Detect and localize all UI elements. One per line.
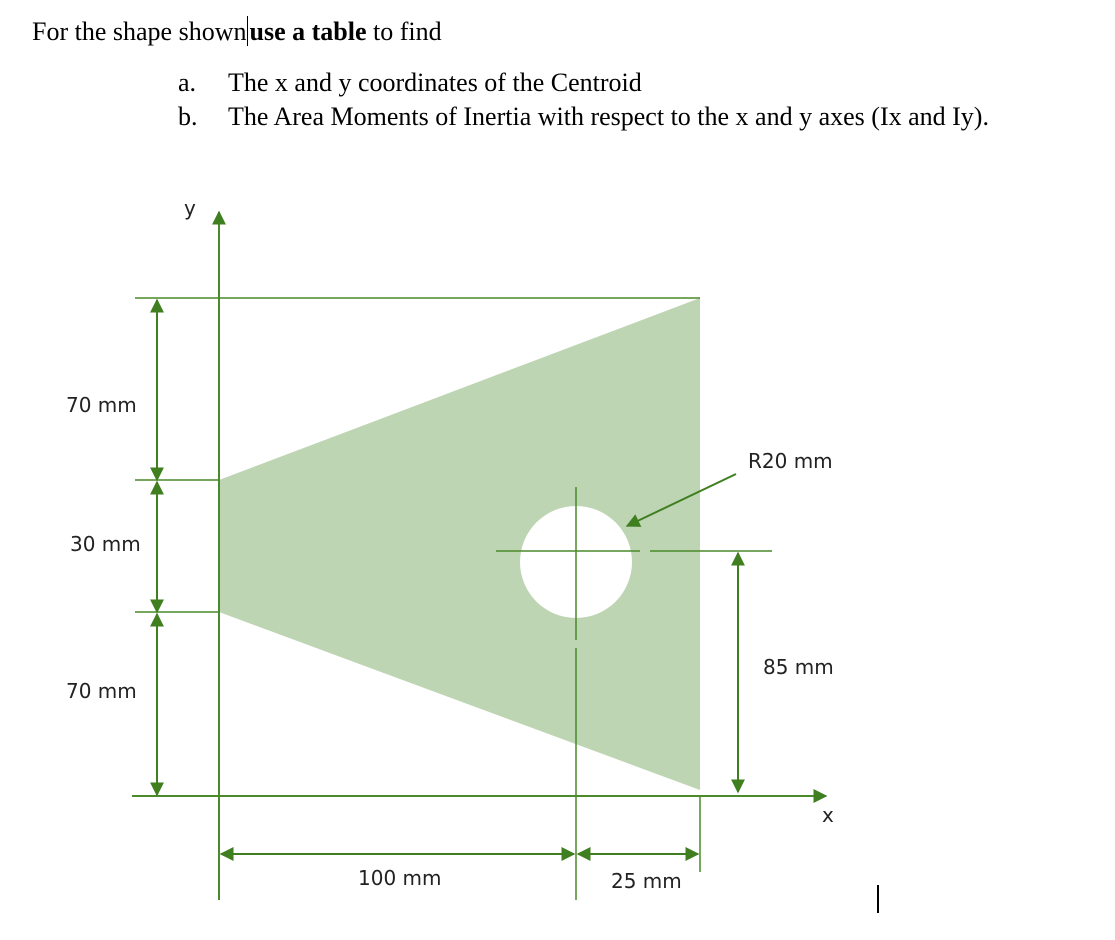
- dim-mid-label: 30 mm: [70, 532, 141, 556]
- dim-bottom-label: 70 mm: [66, 679, 137, 703]
- intro-suffix: to find: [366, 17, 442, 46]
- y-axis-label: y: [184, 196, 196, 220]
- list-text-a: The x and y coordinates of the Centroid: [228, 68, 642, 97]
- list-marker-a: a.: [178, 68, 197, 97]
- x-axis-label: x: [822, 803, 834, 827]
- dim-top-label: 70 mm: [66, 393, 137, 417]
- dim-hole-height-label: 85 mm: [763, 655, 834, 679]
- intro-bold-text: use a table: [249, 17, 367, 46]
- list-marker-b: b.: [178, 102, 198, 131]
- dim-width-1-label: 100 mm: [358, 866, 442, 890]
- intro-prefix: For the shape shown: [32, 17, 247, 46]
- text-cursor-end: [877, 885, 879, 913]
- dim-radius-label: R20 mm: [748, 449, 833, 473]
- dim-width-2-label: 25 mm: [611, 869, 682, 893]
- list-text-b: The Area Moments of Inertia with respect to the x and y axes (Ix and Iy).: [228, 102, 989, 131]
